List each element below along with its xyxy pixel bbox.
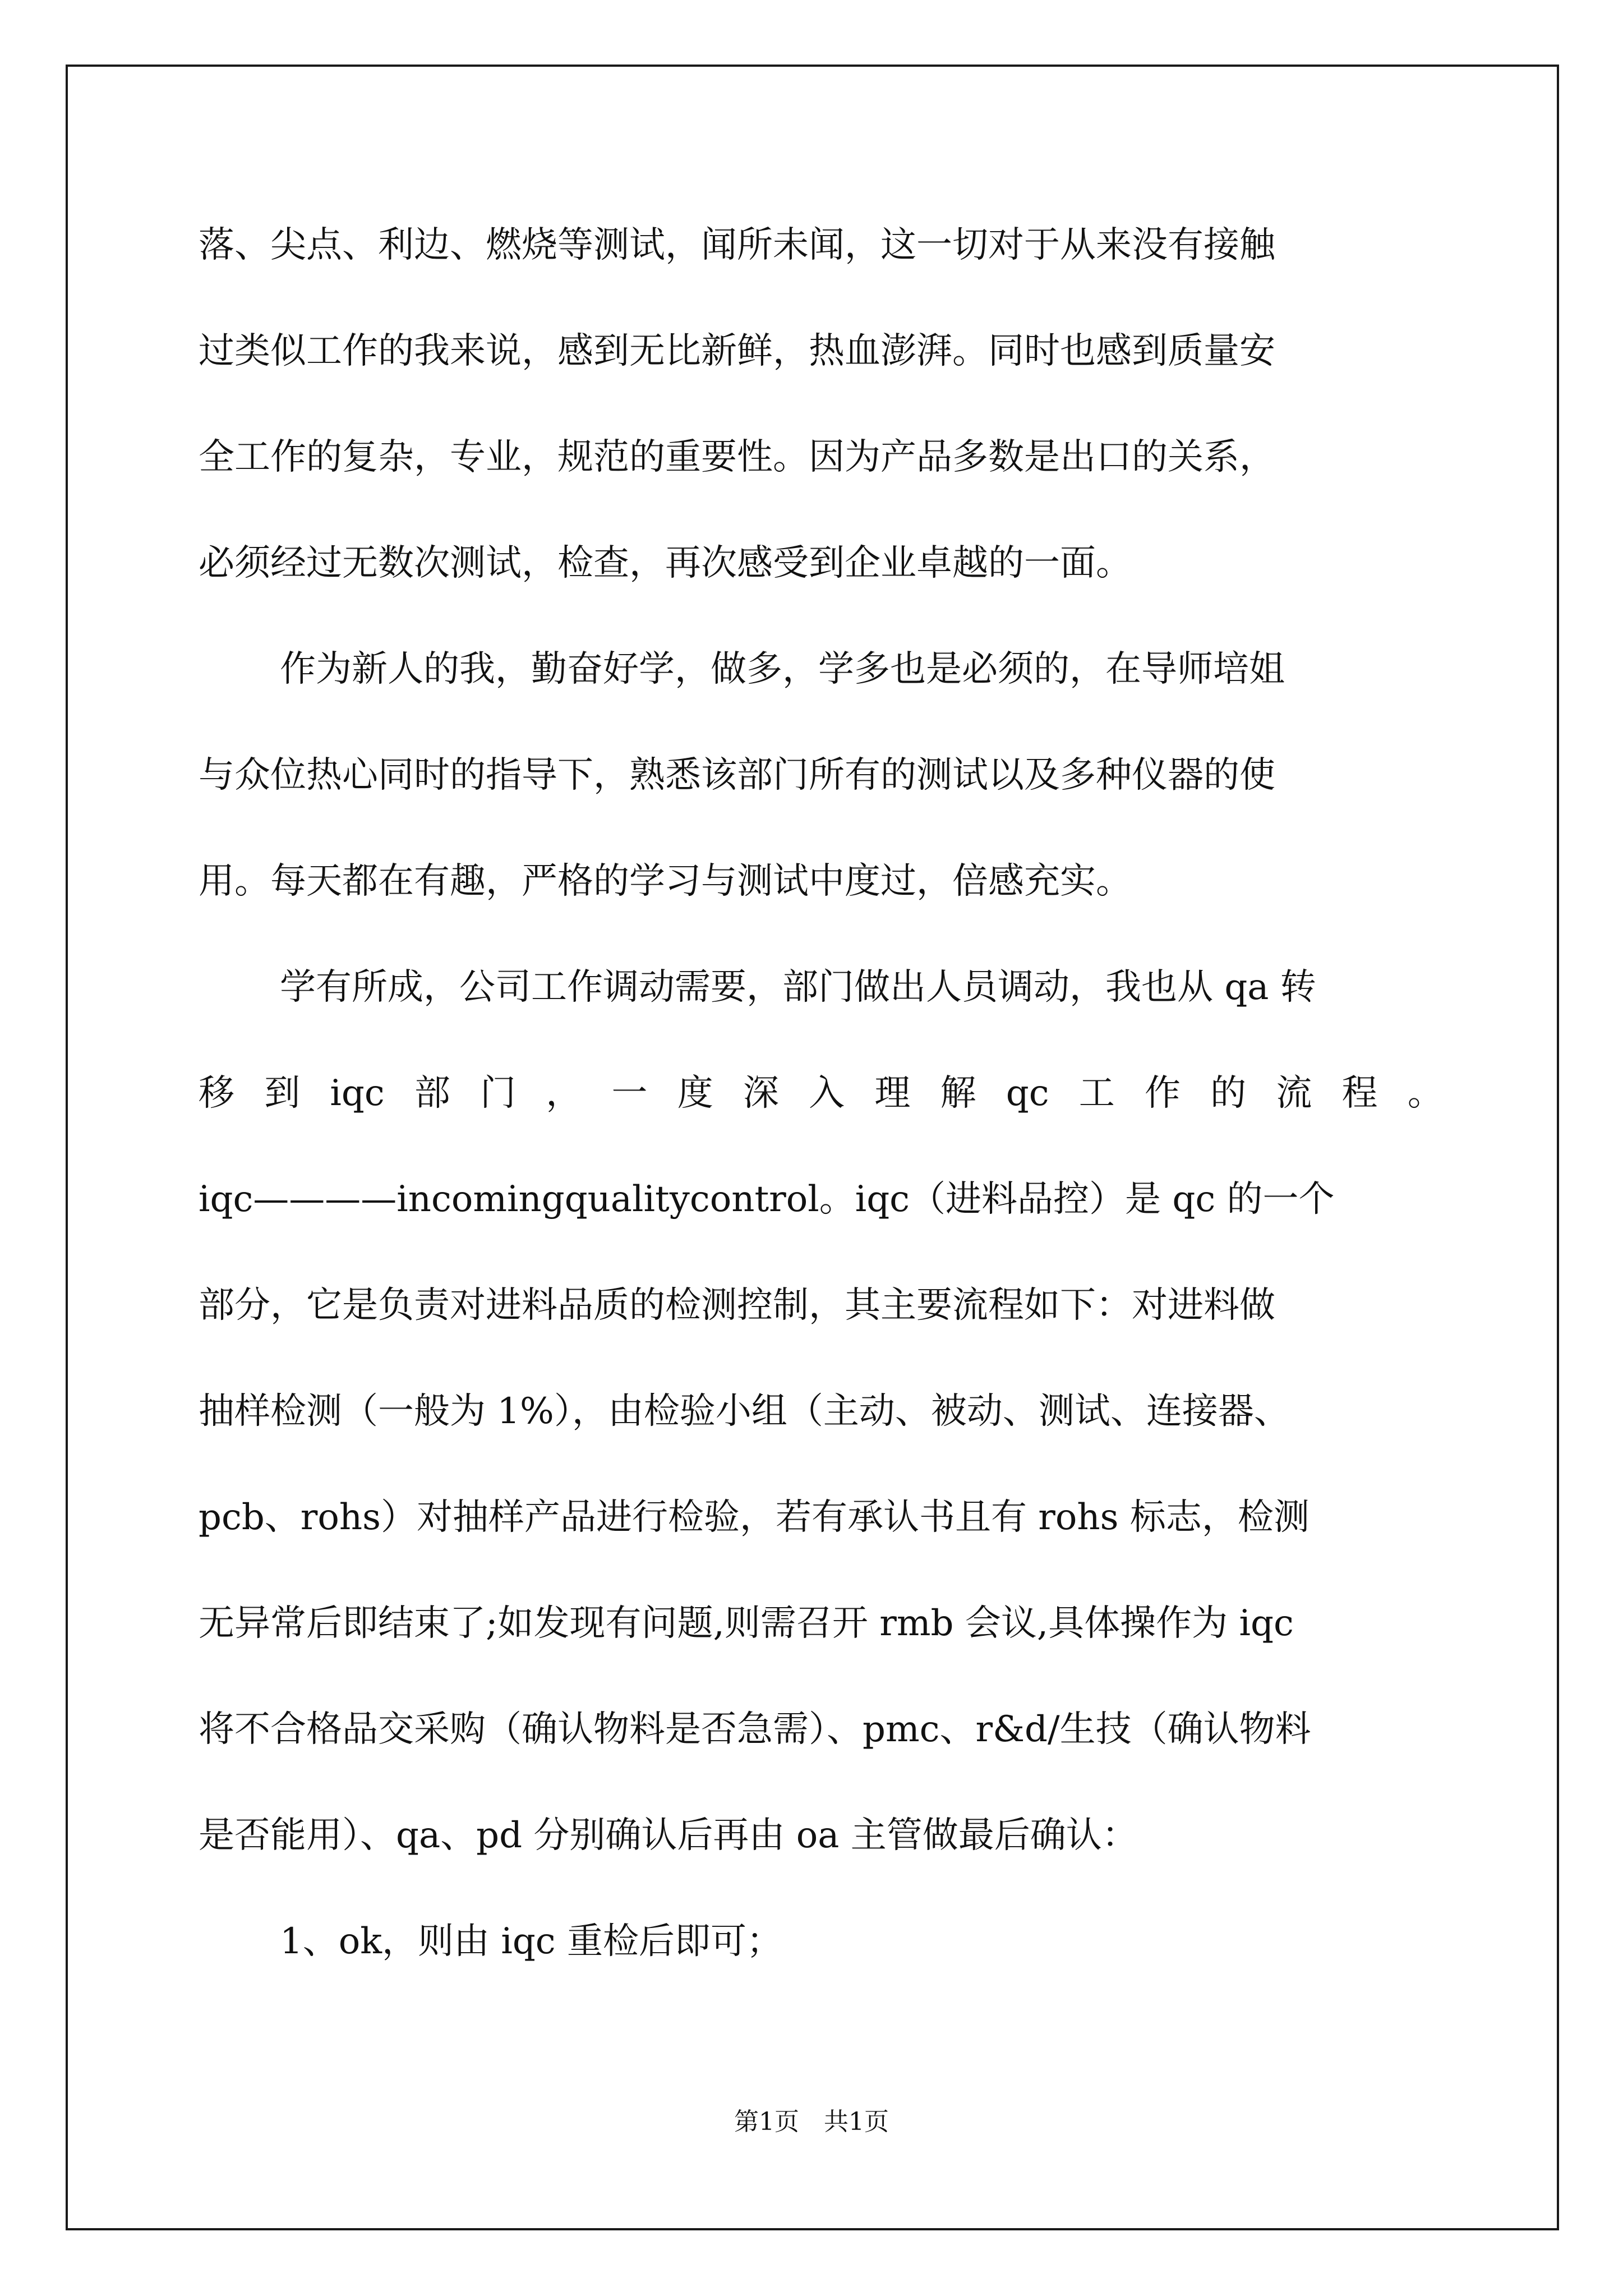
text-token: 流 — [1276, 1073, 1312, 1114]
text-line: 部分，它是负责对进料品质的检测控制，其主要流程如下：对进料做 — [199, 1285, 1275, 1326]
text-line: 将不合格品交采购（确认物料是否急需）、pmc、r&d/生技（确认物料 — [199, 1709, 1311, 1750]
text-token: 部 — [414, 1073, 450, 1114]
text-token: 移 — [199, 1073, 234, 1114]
text-token: 入 — [809, 1073, 845, 1114]
text-line: 与众位热心同时的指导下，熟悉该部门所有的测试以及多种仪器的使 — [199, 754, 1275, 796]
text-line: 是否能用）、qa、pd 分别确认后再由 oa 主管做最后确认： — [199, 1815, 1138, 1856]
paragraph-first-line: 学有所成，公司工作调动需要，部门做出人员调动，我也从 qa 转 — [280, 967, 1316, 1008]
text-line: 必须经过无数次测试，检查，再次感受到企业卓越的一面。 — [199, 542, 1132, 584]
text-token: 度 — [677, 1073, 713, 1114]
document-body — [199, 219, 1444, 2021]
text-token: qc — [1006, 1073, 1049, 1114]
text-line: 抽样检测（一般为 1%），由检验小组（主动、被动、测试、连接器、 — [199, 1391, 1290, 1432]
text-token: 解 — [940, 1073, 976, 1114]
list-item: 1、ok，则由 iqc 重检后即可； — [280, 1921, 782, 1962]
text-token: iqc — [330, 1073, 385, 1114]
text-token: 的 — [1210, 1073, 1247, 1114]
text-line: 无异常后即结束了;如发现有问题,则需召开 rmb 会议,具体操作为 iqc — [199, 1603, 1294, 1644]
text-line: pcb、rohs）对抽样产品进行检验，若有承认书且有 rohs 标志，检测 — [199, 1497, 1310, 1538]
text-line: iqc————incomingqualitycontrol。iqc（进料品控）是 qc 的一个 — [199, 1179, 1335, 1220]
paragraph-first-line: 作为新人的我，勤奋好学，做多，学多也是必须的，在导师培姐 — [280, 648, 1285, 690]
text-token: 理 — [874, 1073, 911, 1114]
text-token: 门 — [480, 1073, 517, 1114]
page-footer: 第1页 共1页 — [734, 2108, 889, 2136]
text-line: 用。每天都在有趣，严格的学习与测试中度过，倍感充实。 — [199, 861, 1132, 902]
text-token: 程 — [1341, 1073, 1378, 1114]
text-token: ， — [546, 1073, 582, 1114]
text-token: 到 — [264, 1073, 301, 1114]
justified-line — [199, 1067, 1444, 1120]
text-token: 深 — [743, 1073, 779, 1114]
text-line: 落、尖点、利边、燃烧等测试，闻所未闻，这一切对于从来没有接触 — [199, 224, 1275, 266]
text-token: 一 — [611, 1073, 648, 1114]
text-token: 。 — [1407, 1073, 1444, 1114]
text-line: 全工作的复杂，专业，规范的重要性。因为产品多数是出口的关系， — [199, 436, 1275, 478]
text-token: 工 — [1078, 1073, 1115, 1114]
text-line: 过类似工作的我来说，感到无比新鲜，热血澎湃。同时也感到质量安 — [199, 330, 1275, 372]
text-token: 作 — [1144, 1073, 1181, 1114]
